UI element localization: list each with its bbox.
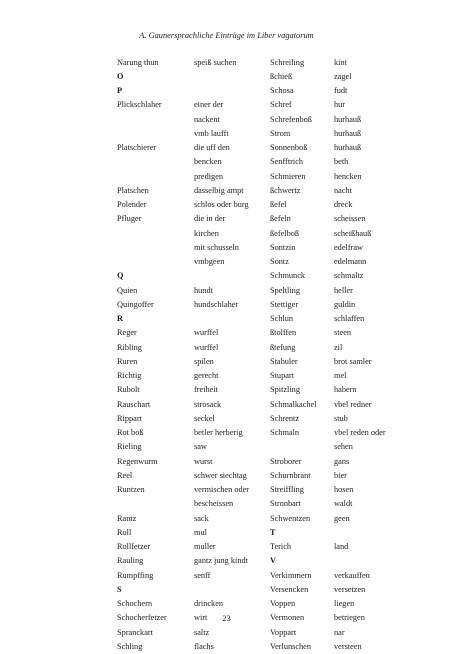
- glossary-entry: [117, 283, 267, 297]
- glossary-entry: [117, 55, 267, 69]
- meaning: saltz: [194, 627, 210, 637]
- meaning: wirt: [194, 613, 208, 623]
- right-column: [270, 55, 440, 654]
- cant-term: Streiffling: [270, 485, 304, 495]
- glossary-entry: [117, 297, 267, 311]
- glossary-entry: [117, 525, 267, 539]
- cant-term: Sonnenboß: [270, 143, 308, 153]
- meaning: edelmann: [334, 257, 367, 267]
- meaning: hurhauß: [334, 114, 362, 124]
- meaning: kint: [334, 57, 347, 67]
- meaning: stub: [334, 413, 348, 423]
- section-letter-row: [117, 582, 267, 596]
- cant-term: Speltling: [270, 285, 300, 295]
- glossary-entry: [270, 112, 440, 126]
- meaning: vermischen oder: [194, 485, 250, 495]
- meaning: mit schusseln: [194, 242, 239, 252]
- cant-term: Schochern: [117, 599, 153, 609]
- glossary-entry: [270, 468, 440, 482]
- meaning: gantz jung kindt: [194, 556, 248, 566]
- meaning: schmaltz: [334, 271, 364, 281]
- meaning: versteen: [334, 641, 362, 651]
- glossary-entry: [117, 226, 267, 240]
- meaning: liegen: [334, 599, 355, 609]
- glossary-entry: [117, 426, 267, 440]
- meaning: sack: [194, 513, 209, 523]
- meaning: schlos oder burg: [194, 200, 249, 210]
- glossary-entry: [117, 554, 267, 568]
- glossary-entry: [270, 126, 440, 140]
- glossary-entry: [270, 383, 440, 397]
- glossary-entry: [117, 126, 267, 140]
- glossary-entry: [117, 98, 267, 112]
- cant-term: Stabuler: [270, 356, 298, 366]
- glossary-entry: [270, 240, 440, 254]
- meaning: nacht: [334, 185, 352, 195]
- meaning: land: [334, 542, 349, 552]
- cant-term: Schmunck: [270, 271, 306, 281]
- glossary-entry: [270, 169, 440, 183]
- cant-term: Schosa: [270, 86, 294, 96]
- meaning: hurhauß: [334, 143, 362, 153]
- glossary-entry: [270, 483, 440, 497]
- cant-term: Ruren: [117, 356, 138, 366]
- glossary-entry: [270, 312, 440, 326]
- cant-term: Sontzin: [270, 242, 296, 252]
- cant-term: Sontz: [270, 257, 289, 267]
- cant-term: Rieling: [117, 442, 142, 452]
- meaning: die uff den: [194, 143, 230, 153]
- glossary-entry: [270, 369, 440, 383]
- glossary-entry: [270, 283, 440, 297]
- cant-term: Pfluger: [117, 214, 142, 224]
- meaning: bescheissen: [194, 499, 234, 509]
- section-letter: P: [117, 86, 123, 96]
- glossary-entry: [117, 511, 267, 525]
- meaning: edelfraw: [334, 242, 364, 252]
- meaning: vmb laufft: [194, 128, 229, 138]
- glossary-entry: [270, 269, 440, 283]
- glossary-entry: [117, 169, 267, 183]
- glossary-entry: [117, 369, 267, 383]
- glossary-entry: [270, 84, 440, 98]
- glossary-entry: [117, 240, 267, 254]
- meaning: flachs: [194, 641, 214, 651]
- cant-term: Ribling: [117, 342, 142, 352]
- section-letter: R: [117, 314, 123, 324]
- cant-term: Stroborer: [270, 456, 302, 466]
- section-letter-row: [117, 84, 267, 98]
- cant-term: Schmalkachel: [270, 399, 317, 409]
- cant-term: ßefeln: [270, 214, 291, 224]
- meaning: betler herberig: [194, 428, 243, 438]
- meaning: beth: [334, 157, 349, 167]
- glossary-entry: [270, 625, 440, 639]
- section-letter-row: [117, 312, 267, 326]
- glossary-entry: [270, 540, 440, 554]
- meaning: strosack: [194, 399, 222, 409]
- meaning: hurhauß: [334, 128, 362, 138]
- glossary-entry: [270, 297, 440, 311]
- cant-term: Voppart: [270, 627, 297, 637]
- cant-term: Schurnbrant: [270, 470, 311, 480]
- meaning: mul: [194, 527, 207, 537]
- glossary-entry: [270, 69, 440, 83]
- meaning: schwer siechtag: [194, 470, 247, 480]
- glossary-entry: [270, 582, 440, 596]
- cant-term: Quingoffer: [117, 299, 154, 309]
- meaning: bencken: [194, 157, 222, 167]
- cant-term: Platschen: [117, 185, 149, 195]
- glossary-entry: [270, 183, 440, 197]
- page-number: 23: [222, 614, 231, 623]
- glossary-entry: [270, 511, 440, 525]
- glossary-entry: [270, 639, 440, 653]
- meaning: scheißhauß: [334, 228, 372, 238]
- cant-term: Plickschlaher: [117, 100, 162, 110]
- meaning: bier: [334, 470, 347, 480]
- cant-term: Schrefenboß: [270, 114, 312, 124]
- meaning: verkauffen: [334, 570, 370, 580]
- meaning: hundt: [194, 285, 213, 295]
- meaning: mel: [334, 371, 347, 381]
- glossary-entry: [270, 198, 440, 212]
- cant-term: Schling: [117, 641, 143, 651]
- cant-term: Schmaln: [270, 428, 300, 438]
- glossary-entry: [117, 454, 267, 468]
- section-letter-row: [270, 554, 440, 568]
- glossary-entry: [117, 326, 267, 340]
- meaning: kirchen: [194, 228, 219, 238]
- meaning: nackent: [194, 114, 220, 124]
- glossary-entry: [270, 354, 440, 368]
- cant-term: Schref: [270, 100, 292, 110]
- cant-term: Rippart: [117, 413, 142, 423]
- meaning: heller: [334, 285, 353, 295]
- glossary-entry: [270, 340, 440, 354]
- meaning: vbel reden oder: [334, 428, 386, 438]
- glossary-entry: [117, 383, 267, 397]
- meaning: freiheit: [194, 385, 218, 395]
- section-letter-row: [270, 525, 440, 539]
- cant-term: Polender: [117, 200, 147, 210]
- glossary-entry: [270, 426, 440, 440]
- cant-term: Reel: [117, 470, 133, 480]
- cant-term: Runtzen: [117, 485, 145, 495]
- meaning: vmbgeen: [194, 257, 225, 267]
- cant-term: Reger: [117, 328, 137, 338]
- glossary-entry: [270, 326, 440, 340]
- meaning: habern: [334, 385, 357, 395]
- glossary-entry: [117, 183, 267, 197]
- cant-term: ßtefung: [270, 342, 296, 352]
- meaning: betriegen: [334, 613, 365, 623]
- glossary-entry: [117, 497, 267, 511]
- meaning: wurffel: [194, 342, 219, 352]
- cant-term: Roll: [117, 527, 132, 537]
- glossary-entry: [117, 483, 267, 497]
- glossary-entry: [270, 98, 440, 112]
- meaning: brot samler: [334, 356, 372, 366]
- glossary-entry: [117, 198, 267, 212]
- meaning: dreck: [334, 200, 353, 210]
- cant-term: Schwentzen: [270, 513, 311, 523]
- glossary-entry: [270, 155, 440, 169]
- cant-term: Voppen: [270, 599, 296, 609]
- glossary-entry: [117, 625, 267, 639]
- cant-term: Regenwurm: [117, 456, 158, 466]
- glossary-entry: [117, 468, 267, 482]
- glossary-entry: [117, 354, 267, 368]
- cant-term: Vermonen: [270, 613, 305, 623]
- glossary-entry: [270, 212, 440, 226]
- glossary-entry: [270, 454, 440, 468]
- cant-term: Rauling: [117, 556, 144, 566]
- meaning: einer der: [194, 100, 224, 110]
- meaning: zagel: [334, 71, 352, 81]
- meaning: schlaffen: [334, 314, 365, 324]
- meaning: hencken: [334, 171, 362, 181]
- cant-term: Richtig: [117, 371, 142, 381]
- glossary-entry: [270, 397, 440, 411]
- meaning: vbel redner: [334, 399, 372, 409]
- glossary-entry: [117, 255, 267, 269]
- cant-term: ßtolffen: [270, 328, 297, 338]
- glossary-entry: [117, 540, 267, 554]
- meaning: wurst: [194, 456, 213, 466]
- meaning: drincken: [194, 599, 224, 609]
- cant-term: Strom: [270, 128, 291, 138]
- cant-term: Terich: [270, 542, 292, 552]
- cant-term: Rumpffing: [117, 570, 154, 580]
- meaning: wurffel: [194, 328, 219, 338]
- running-header: A. Gaunersprachliche Einträge im Liber vagatorum: [139, 31, 314, 40]
- meaning: predigen: [194, 171, 224, 181]
- glossary-entry: [117, 397, 267, 411]
- cant-term: Schrentz: [270, 413, 300, 423]
- meaning: fudt: [334, 86, 348, 96]
- left-column: [117, 55, 267, 654]
- meaning: seckel: [194, 413, 215, 423]
- meaning: saw: [194, 442, 207, 452]
- glossary-entry: [270, 597, 440, 611]
- cant-term: Rot boß: [117, 428, 144, 438]
- glossary-entry: [270, 568, 440, 582]
- meaning: die in der: [194, 214, 226, 224]
- cant-term: Schreiling: [270, 57, 305, 67]
- meaning: dasselbig ampt: [194, 185, 244, 195]
- cant-term: Quien: [117, 285, 138, 295]
- glossary-entry: [117, 112, 267, 126]
- cant-term: Stupart: [270, 371, 294, 381]
- glossary-entry: [270, 55, 440, 69]
- meaning: hundschlaher: [194, 299, 239, 309]
- meaning: speiß suchen: [194, 57, 237, 67]
- meaning: senff: [194, 570, 211, 580]
- glossary-entry: [270, 440, 440, 454]
- cant-term: Rauschart: [117, 399, 151, 409]
- glossary-entry: [117, 155, 267, 169]
- cant-term: Spitzling: [270, 385, 300, 395]
- meaning: geen: [334, 513, 350, 523]
- glossary-entry: [270, 141, 440, 155]
- cant-term: Rollfetzer: [117, 542, 151, 552]
- glossary-entry: [270, 497, 440, 511]
- glossary-entry: [117, 639, 267, 653]
- meaning: nar: [334, 627, 345, 637]
- meaning: waldt: [334, 499, 353, 509]
- glossary-entry: [270, 226, 440, 240]
- meaning: zil: [334, 342, 343, 352]
- cant-term: Schlun: [270, 314, 294, 324]
- cant-term: Platschierer: [117, 143, 157, 153]
- cant-term: Rubolt: [117, 385, 140, 395]
- meaning: gans: [334, 456, 350, 466]
- section-letter: O: [117, 71, 124, 81]
- cant-term: Rantz: [117, 513, 137, 523]
- glossary-entry: [117, 212, 267, 226]
- section-letter: Q: [117, 271, 124, 281]
- meaning: steen: [334, 328, 352, 338]
- cant-term: ßefelboß: [270, 228, 300, 238]
- meaning: scheissen: [334, 214, 366, 224]
- cant-term: Stettiger: [270, 299, 299, 309]
- cant-term: Stronbart: [270, 499, 301, 509]
- glossary-entry: [117, 597, 267, 611]
- section-letter-row: [117, 269, 267, 283]
- meaning: versetzen: [334, 584, 366, 594]
- glossary-entry: [117, 440, 267, 454]
- glossary-entry: [270, 255, 440, 269]
- cant-term: ßefel: [270, 200, 287, 210]
- cant-term: Schmieren: [270, 171, 306, 181]
- glossary-entry: [117, 411, 267, 425]
- cant-term: Schocherfetzer: [117, 613, 167, 623]
- meaning: gerecht: [194, 371, 219, 381]
- cant-term: Senfftrich: [270, 157, 304, 167]
- glossary-entry: [270, 411, 440, 425]
- cant-term: Spranckart: [117, 627, 153, 637]
- meaning: spilen: [194, 356, 214, 366]
- cant-term: ßchwertz: [270, 185, 301, 195]
- cant-term: Verlunschen: [270, 641, 312, 651]
- meaning: hosen: [334, 485, 354, 495]
- section-letter-row: [117, 69, 267, 83]
- meaning: muller: [194, 542, 216, 552]
- cant-term: ßchieß: [270, 71, 293, 81]
- glossary-entry: [117, 141, 267, 155]
- cant-term: Narung thun: [117, 57, 159, 67]
- glossary-entry: [117, 568, 267, 582]
- section-letter: S: [117, 584, 122, 594]
- meaning: guldin: [334, 299, 356, 309]
- glossary-entry: [117, 340, 267, 354]
- section-letter: T: [270, 527, 276, 537]
- meaning: hur: [334, 100, 346, 110]
- cant-term: Versencken: [270, 584, 309, 594]
- section-letter: V: [270, 556, 276, 566]
- meaning: sehen: [334, 442, 353, 452]
- cant-term: Verkimmern: [270, 570, 312, 580]
